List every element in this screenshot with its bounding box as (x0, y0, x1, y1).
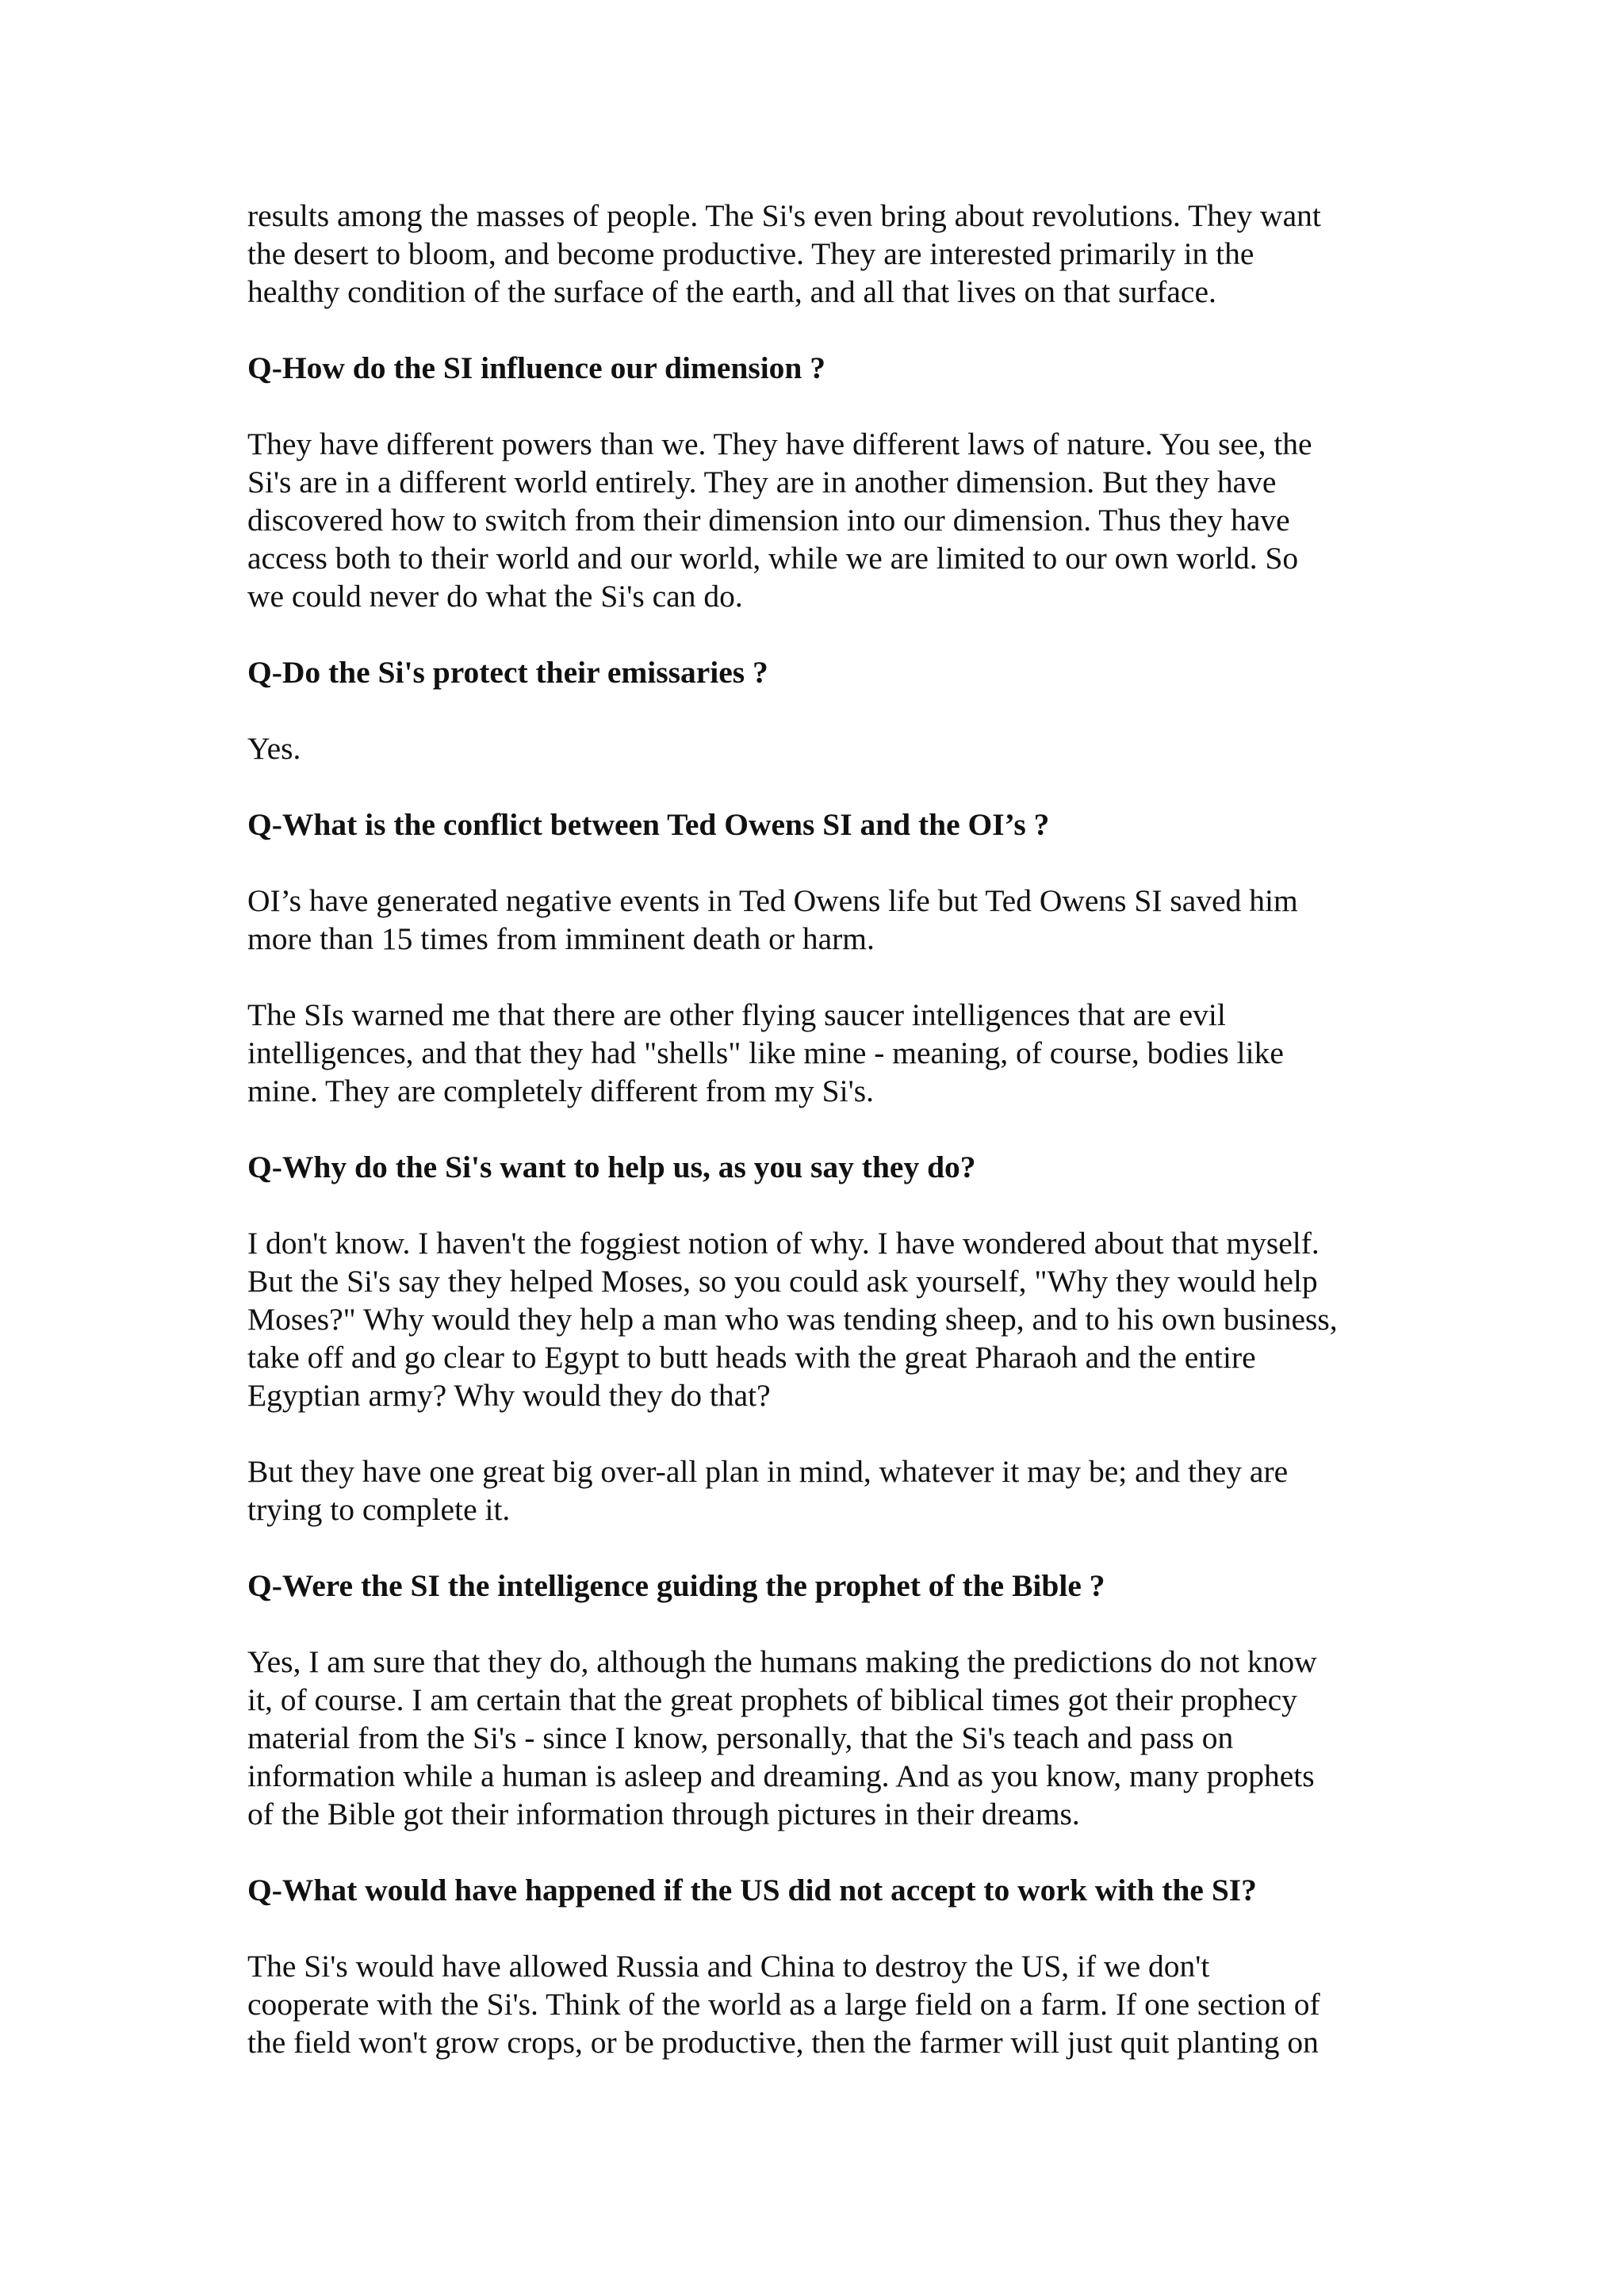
text-line: access both to their world and our world, while we are limited to our own world. So (247, 541, 1299, 576)
text-line: intelligences, and that they had "shells" like mine - meaning, of course, bodies like (247, 1035, 1284, 1070)
text-line: Yes. (247, 731, 301, 766)
text-line: mine. They are completely different from my Si's. (247, 1073, 874, 1108)
question-heading (247, 1871, 1405, 1909)
text-line: Egyptian army? Why would they do that? (247, 1378, 771, 1413)
question-line: Q-Why do the Si's want to help us, as you say they do? (247, 1150, 976, 1184)
text-line: But they have one great big over-all plan in mind, whatever it may be; and they are (247, 1454, 1289, 1489)
text-line: But the Si's say they helped Moses, so you could ask yourself, "Why they would help (247, 1264, 1318, 1299)
text-line: The Si's would have allowed Russia and China to destroy the US, if we don't (247, 1949, 1210, 1984)
text-line: results among the masses of people. The Si's even bring about revolutions. They want (247, 198, 1321, 233)
text-line: I don't know. I haven't the foggiest notion of why. I have wondered about that myself. (247, 1226, 1320, 1261)
answer-paragraph (247, 1643, 1405, 1833)
text-line: Yes, I am sure that they do, although the humans making the predictions do not know (247, 1644, 1317, 1679)
question-heading (247, 349, 1405, 387)
question-line: Q-Were the SI the intelligence guiding the prophet of the Bible ? (247, 1568, 1105, 1603)
document-page (247, 197, 1405, 2061)
text-line: the desert to bloom, and become productive. They are interested primarily in the (247, 236, 1254, 271)
text-line: take off and go clear to Egypt to butt heads with the great Pharaoh and the entire (247, 1340, 1256, 1375)
text-line: The SIs warned me that there are other flying saucer intelligences that are evil (247, 997, 1226, 1032)
answer-paragraph (247, 197, 1405, 311)
text-line: cooperate with the Si's. Think of the world as a large field on a farm. If one section of (247, 1987, 1320, 2022)
text-line: trying to complete it. (247, 1492, 511, 1527)
question-heading (247, 653, 1405, 691)
question-heading (247, 806, 1405, 844)
answer-paragraph (247, 1947, 1405, 2061)
answer-paragraph (247, 996, 1405, 1110)
question-heading (247, 1567, 1405, 1605)
answer-paragraph (247, 1224, 1405, 1414)
text-line: the field won't grow crops, or be productive, then the farmer will just quit planting on (247, 2025, 1319, 2060)
text-line: it, of course. I am certain that the great prophets of biblical times got their prophecy (247, 1682, 1297, 1717)
question-heading (247, 1148, 1405, 1186)
text-line: OI’s have generated negative events in Ted Owens life but Ted Owens SI saved him (247, 883, 1298, 918)
text-line: Si's are in a different world entirely. They are in another dimension. But they have (247, 465, 1277, 499)
text-line: we could never do what the Si's can do. (247, 579, 743, 614)
text-line: Moses?" Why would they help a man who was tending sheep, and to his own business, (247, 1302, 1338, 1337)
text-line: They have different powers than we. They have different laws of nature. You see, the (247, 427, 1312, 461)
question-line: Q-What is the conflict between Ted Owens SI and the OI’s ? (247, 807, 1050, 842)
text-line: discovered how to switch from their dimension into our dimension. Thus they have (247, 503, 1290, 538)
text-line: information while a human is asleep and dreaming. And as you know, many prophets (247, 1758, 1315, 1793)
text-line: material from the Si's - since I know, personally, that the Si's teach and pass on (247, 1720, 1234, 1755)
text-line: healthy condition of the surface of the earth, and all that lives on that surface. (247, 274, 1216, 309)
answer-paragraph (247, 1452, 1405, 1529)
question-line: Q-What would have happened if the US did not accept to work with the SI? (247, 1873, 1257, 1908)
question-line: Q-How do the SI influence our dimension ? (247, 350, 826, 385)
answer-paragraph (247, 425, 1405, 615)
text-line: more than 15 times from imminent death or harm. (247, 921, 875, 956)
answer-paragraph (247, 729, 1405, 767)
answer-paragraph (247, 882, 1405, 958)
text-line: of the Bible got their information through pictures in their dreams. (247, 1797, 1080, 1831)
question-line: Q-Do the Si's protect their emissaries ? (247, 655, 768, 690)
